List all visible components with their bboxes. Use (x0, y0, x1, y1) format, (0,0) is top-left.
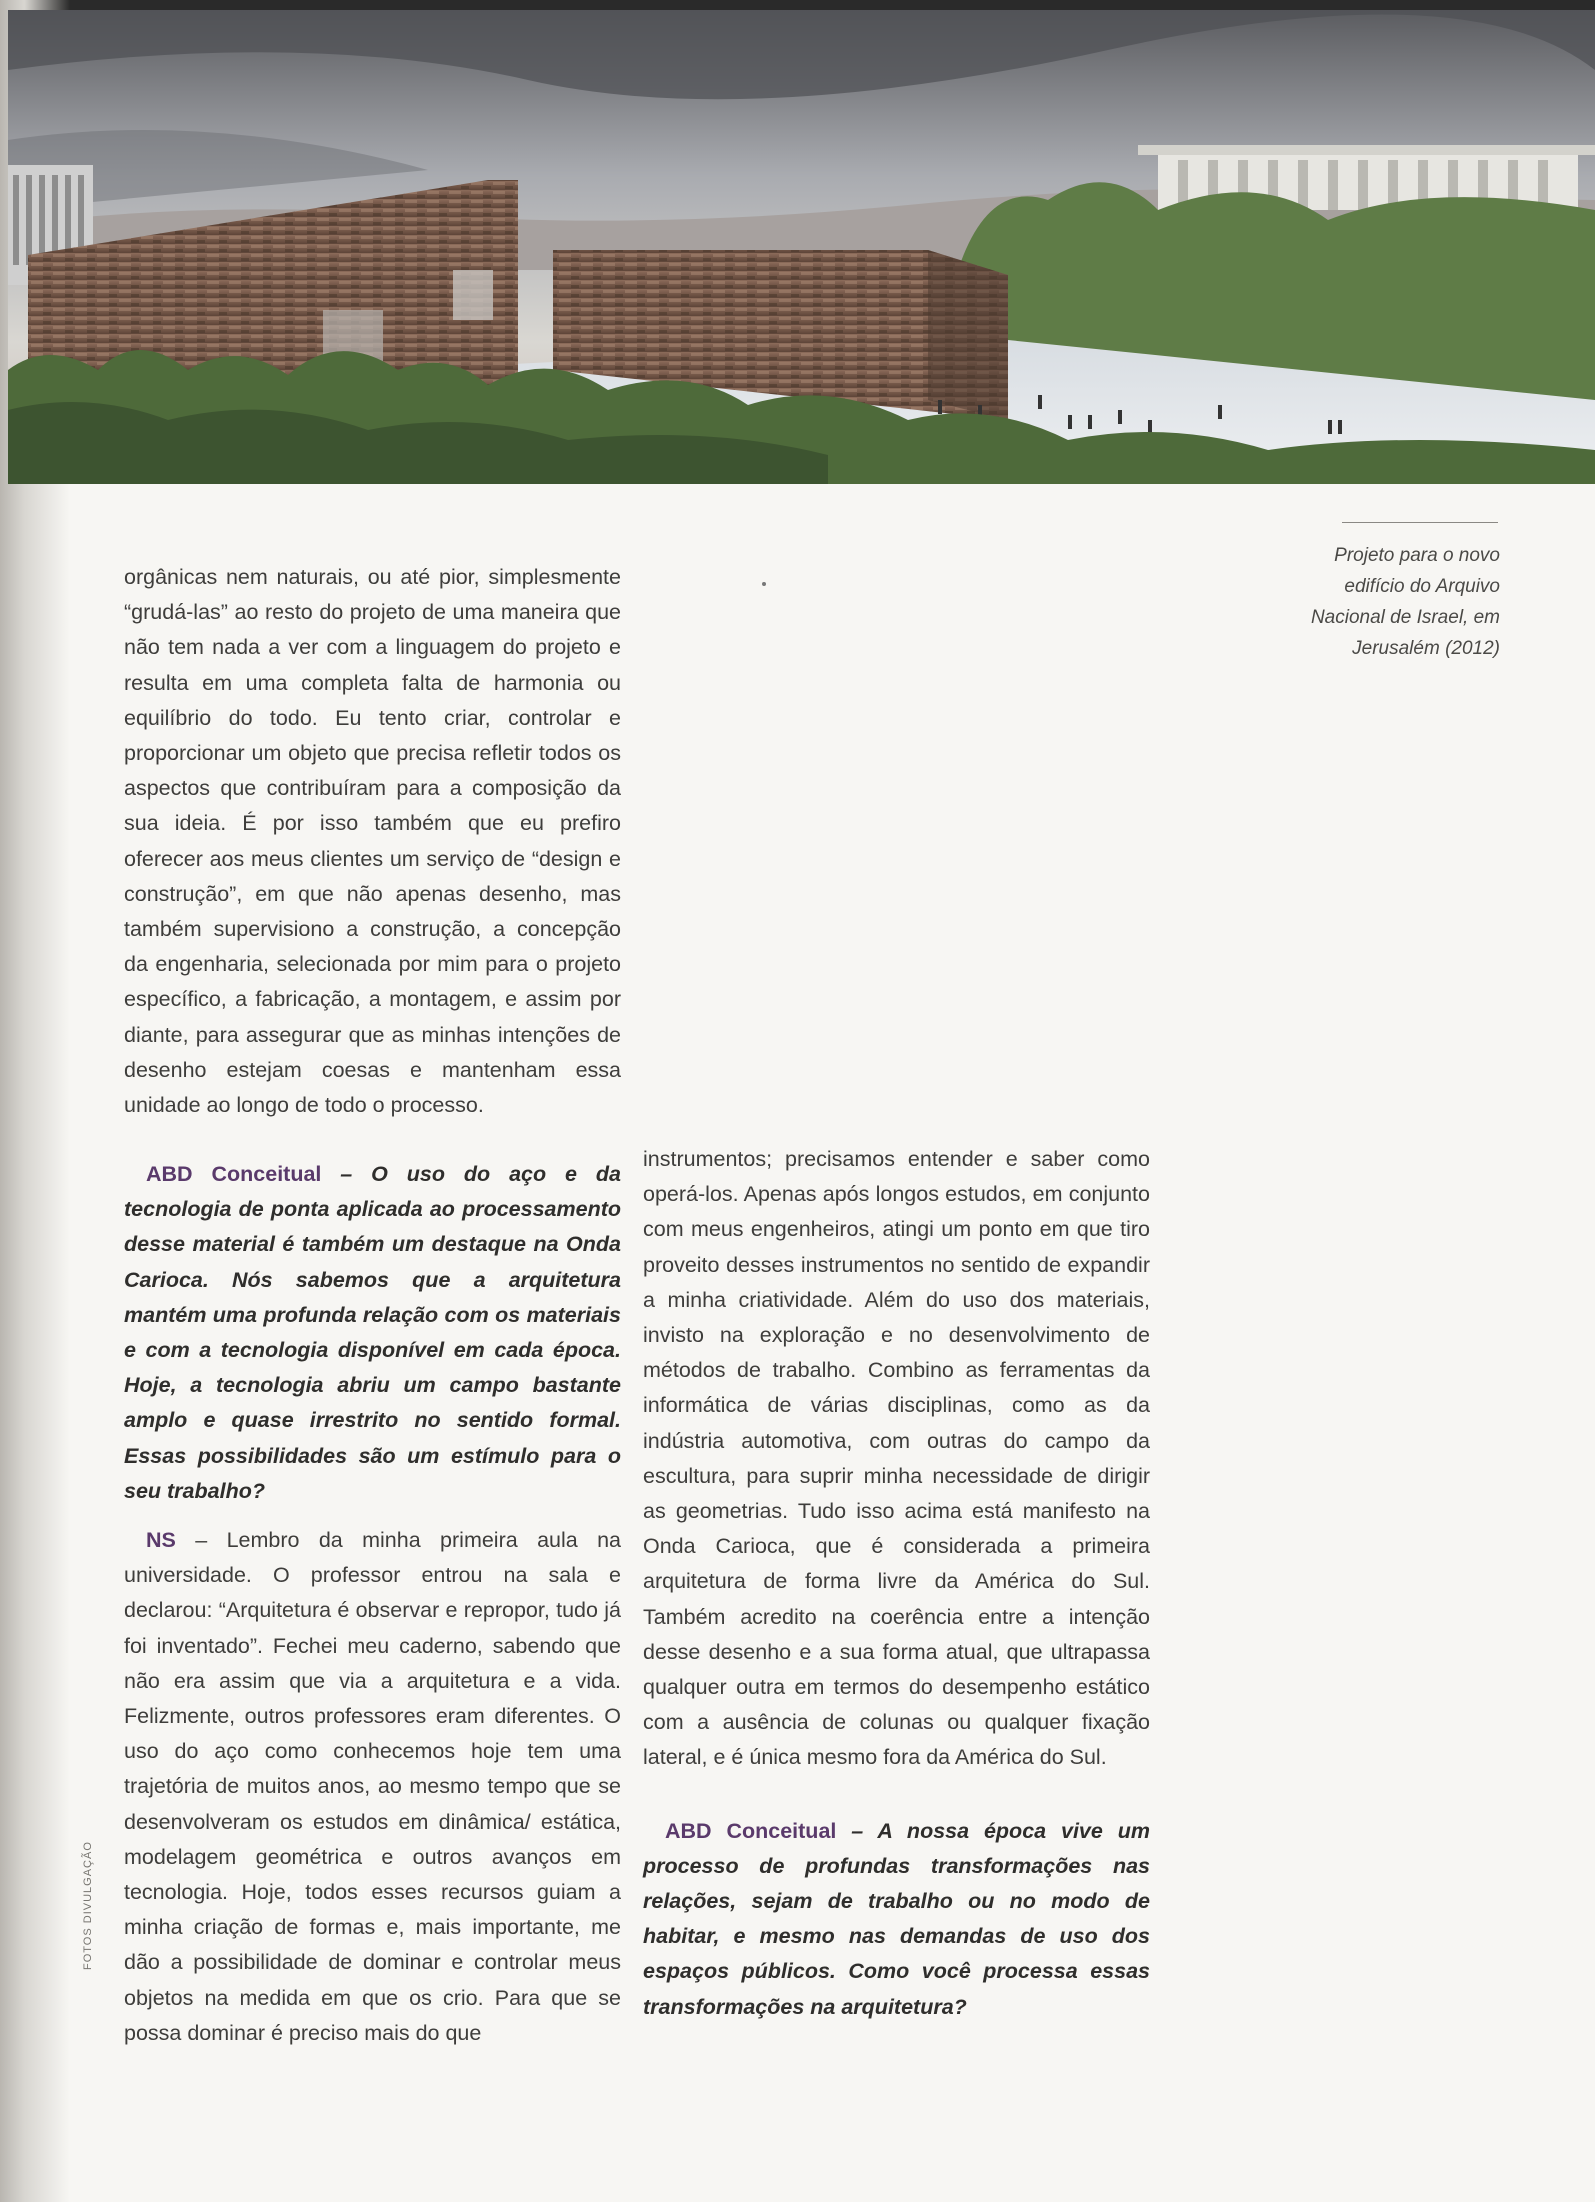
caption-line: Projeto para o novo (1334, 545, 1500, 566)
column1-top-text (124, 560, 621, 1123)
question-paragraph (643, 1814, 1150, 2025)
caption-line: Nacional de Israel, em (1310, 607, 1500, 628)
interviewee-label: NS (146, 1528, 176, 1553)
question-paragraph (124, 1157, 621, 1509)
column2 (643, 1142, 1150, 2025)
question-text: – O uso do aço e da tecnologia de ponta aplicada ao processamento desse material é também um destaque na Onda Carioca. Nós sabemos que a arquitetura mantém uma profunda relação com os materiais e com a tecnologia disponível em cada época. Hoje, a tecnologia abriu um campo bastante amplo e quase irrestrito no sentido formal. Essas possibilidades são um estímulo para o seu trabalho? (124, 1162, 621, 1503)
stray-mark (762, 582, 766, 586)
answer-paragraph (124, 1523, 621, 2051)
question-text: – A nossa época vive um processo de profundas transformações nas relações, sejam de trabalho ou no modo de habitar, e mesmo nas demandas de uso dos espaços públicos. Como você processa essas transformações na arquitetura? (643, 1818, 1150, 2019)
caption-line: Jerusalém (2012) (1352, 638, 1500, 659)
architecture-rendering (8, 10, 1595, 484)
caption-rule (1342, 522, 1498, 523)
hero-photo (8, 10, 1595, 484)
page-top-edge (0, 0, 1595, 10)
photo-caption (1270, 540, 1500, 664)
answer-continuation: instrumentos; precisamos entender e saber como operá-los. Apenas após longos estudos, em conjunto com meus engenheiros, atingi um ponto em que tiro proveito desses instrumentos no sentido de expandir a minha criatividade. Além do uso dos materiais, invisto na exploração e no desenvolvimento de métodos de trabalho. Combino as ferramentas da informática de várias disciplinas, como as da indústria automotiva, com outras do campo da escultura, para suprir minha necessidade de dirigir as geometrias. Tudo isso acima está manifesto na Onda Carioca, que é considerada a primeira arquitetura de forma livre da América do Sul. Também acredito na coerência entre a intenção desse desenho e a sua forma atual, que ultrapassa qualquer outra em termos do desempenho estático com a ausência de colunas ou qualquer fixação lateral, e é única mesmo fora da América do Sul. (643, 1147, 1150, 1770)
interviewer-label: ABD Conceitual (146, 1162, 322, 1186)
column1-bottom (124, 1157, 621, 2051)
photo-credit: FOTOS DIVULGAÇÃO (82, 1841, 94, 1970)
caption-line: edifício do Arquivo (1344, 576, 1500, 597)
answer-text: – Lembro da minha primeira aula na universidade. O professor entrou na sala e declarou: “Arquitetura é observar e repropor, tudo já foi inventado”. Fechei meu caderno, sabendo que não era assim que via a arquitetura e a vida. Felizmente, outros professores eram diferentes. O uso do aço como conhecemos hoje tem uma trajetória de muitos anos, ao mesmo tempo que se desenvolveram os estudos em dinâmica/ estática, modelagem geométrica e outros avanços em tecnologia. Hoje, todos esses recursos guiam a minha criação de formas e, mais importante, me dão a possibilidade de dominar e controlar meus objetos na medida em que os crio. Para que se possa dominar é preciso mais do que (124, 1528, 621, 2045)
paragraph: orgânicas nem naturais, ou até pior, simplesmente “grudá-las” ao resto do projeto de uma maneira que não tem nada a ver com a linguagem do projeto e resulta em uma completa falta de harmonia ou equilíbrio do todo. Eu tento criar, controlar e proporcionar um objeto que precisa refletir todos os aspectos que contribuíram para a composição da sua ideia. É por isso também que eu prefiro oferecer aos meus clientes um serviço de “design e construção”, em que não apenas desenho, mas também supervisiono a construção, a concepção da engenharia, selecionada por mim para o projeto específico, a fabricação, a montagem, e assim por diante, para assegurar que as minhas intenções de desenho estejam coesas e mantenham essa unidade ao longo de todo o processo. (124, 565, 621, 1118)
interviewer-label: ABD Conceitual (665, 1818, 837, 1843)
